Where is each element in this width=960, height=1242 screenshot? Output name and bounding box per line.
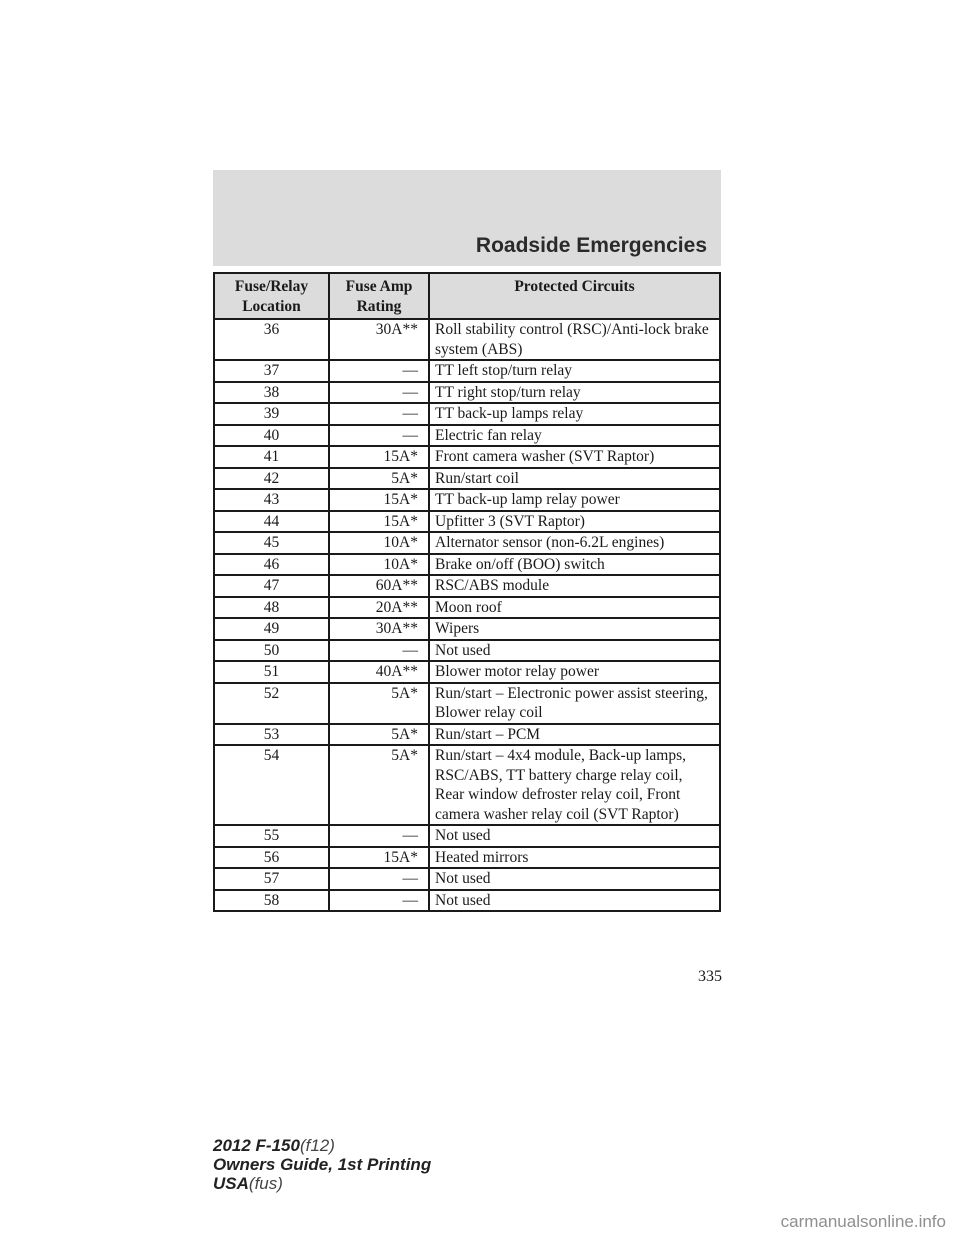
table-row bbox=[214, 468, 720, 490]
footer-model: 2012 F-150 bbox=[213, 1136, 300, 1155]
fuse-amp-cell: — bbox=[329, 425, 429, 447]
fuse-amp-cell: — bbox=[329, 825, 429, 847]
fuse-location-cell: 49 bbox=[214, 618, 329, 640]
table-row bbox=[214, 532, 720, 554]
table-row bbox=[214, 360, 720, 382]
table-row bbox=[214, 724, 720, 746]
fuse-location-cell: 46 bbox=[214, 554, 329, 576]
protected-circuit-cell: TT back-up lamp relay power bbox=[429, 489, 720, 511]
protected-circuit-cell: Heated mirrors bbox=[429, 847, 720, 869]
table-row bbox=[214, 597, 720, 619]
watermark: carmanualsonline.info bbox=[780, 1212, 946, 1231]
footer-line-3 bbox=[213, 1174, 431, 1193]
protected-circuit-cell: Upfitter 3 (SVT Raptor) bbox=[429, 511, 720, 533]
fuse-amp-cell: 5A* bbox=[329, 468, 429, 490]
table-row bbox=[214, 825, 720, 847]
table-row bbox=[214, 868, 720, 890]
table-row bbox=[214, 618, 720, 640]
protected-circuit-cell: Blower motor relay power bbox=[429, 661, 720, 683]
fuse-location-cell: 41 bbox=[214, 446, 329, 468]
footer-market-code: (fus) bbox=[248, 1174, 283, 1193]
footer-model-code: (f12) bbox=[299, 1136, 335, 1155]
fuse-amp-cell: — bbox=[329, 640, 429, 662]
table-row bbox=[214, 511, 720, 533]
fuse-location-cell: 54 bbox=[214, 745, 329, 825]
fuse-location-cell: 58 bbox=[214, 890, 329, 912]
header-protected-circuits: Protected Circuits bbox=[429, 273, 720, 319]
table-row bbox=[214, 489, 720, 511]
fuse-location-cell: 37 bbox=[214, 360, 329, 382]
header-amp-rating: Fuse Amp Rating bbox=[329, 273, 429, 319]
table-row bbox=[214, 319, 720, 360]
protected-circuit-cell: Roll stability control (RSC)/Anti-lock brake system (ABS) bbox=[429, 319, 720, 360]
protected-circuit-cell: Front camera washer (SVT Raptor) bbox=[429, 446, 720, 468]
protected-circuit-cell: Run/start coil bbox=[429, 468, 720, 490]
section-title: Roadside Emergencies bbox=[475, 234, 707, 257]
fuse-amp-cell: 5A* bbox=[329, 745, 429, 825]
fuse-amp-cell: — bbox=[329, 868, 429, 890]
fuse-location-cell: 45 bbox=[214, 532, 329, 554]
table-row bbox=[214, 745, 720, 825]
fuse-location-cell: 51 bbox=[214, 661, 329, 683]
fuse-amp-cell: — bbox=[329, 890, 429, 912]
protected-circuit-cell: Not used bbox=[429, 868, 720, 890]
footer-market: USA bbox=[213, 1174, 249, 1193]
protected-circuit-cell: TT back-up lamps relay bbox=[429, 403, 720, 425]
footer-edition: Owners Guide, 1st Printing bbox=[213, 1155, 432, 1174]
protected-circuit-cell: RSC/ABS module bbox=[429, 575, 720, 597]
protected-circuit-cell: Run/start – 4x4 module, Back-up lamps, RSC/ABS, TT battery charge relay coil, Rear window defroster relay coil, Front camera washer relay coil (SVT Raptor) bbox=[429, 745, 720, 825]
fuse-amp-cell: 15A* bbox=[329, 511, 429, 533]
fuse-amp-cell: 10A* bbox=[329, 532, 429, 554]
table-row bbox=[214, 661, 720, 683]
table-row bbox=[214, 847, 720, 869]
table-row bbox=[214, 425, 720, 447]
table-row bbox=[214, 382, 720, 404]
fuse-amp-cell: 60A** bbox=[329, 575, 429, 597]
protected-circuit-cell: Not used bbox=[429, 890, 720, 912]
fuse-location-cell: 56 bbox=[214, 847, 329, 869]
fuse-amp-cell: 15A* bbox=[329, 489, 429, 511]
protected-circuit-cell: Run/start – PCM bbox=[429, 724, 720, 746]
fuse-amp-cell: — bbox=[329, 403, 429, 425]
table-row bbox=[214, 890, 720, 912]
fuse-amp-cell: 40A** bbox=[329, 661, 429, 683]
document-footer bbox=[213, 1136, 431, 1193]
protected-circuit-cell: Run/start – Electronic power assist steering, Blower relay coil bbox=[429, 683, 720, 724]
fuse-location-cell: 53 bbox=[214, 724, 329, 746]
fuse-amp-cell: 20A** bbox=[329, 597, 429, 619]
protected-circuit-cell: TT left stop/turn relay bbox=[429, 360, 720, 382]
fuse-amp-cell: 10A* bbox=[329, 554, 429, 576]
table-row bbox=[214, 446, 720, 468]
footer-line-2 bbox=[213, 1155, 431, 1174]
table-row bbox=[214, 575, 720, 597]
protected-circuit-cell: Not used bbox=[429, 825, 720, 847]
fuse-amp-cell: 5A* bbox=[329, 683, 429, 724]
fuse-location-cell: 36 bbox=[214, 319, 329, 360]
fuse-location-cell: 57 bbox=[214, 868, 329, 890]
table-header-row bbox=[214, 273, 720, 319]
header-location: Fuse/Relay Location bbox=[214, 273, 329, 319]
fuse-location-cell: 55 bbox=[214, 825, 329, 847]
fuse-location-cell: 42 bbox=[214, 468, 329, 490]
fuse-amp-cell: — bbox=[329, 382, 429, 404]
fuse-amp-cell: 15A* bbox=[329, 446, 429, 468]
protected-circuit-cell: Brake on/off (BOO) switch bbox=[429, 554, 720, 576]
fuse-amp-cell: 5A* bbox=[329, 724, 429, 746]
fuse-amp-cell: — bbox=[329, 360, 429, 382]
fuse-location-cell: 39 bbox=[214, 403, 329, 425]
fuse-location-cell: 40 bbox=[214, 425, 329, 447]
section-header-band bbox=[213, 170, 721, 266]
fuse-location-cell: 48 bbox=[214, 597, 329, 619]
fuse-location-cell: 52 bbox=[214, 683, 329, 724]
fuse-location-cell: 50 bbox=[214, 640, 329, 662]
fuse-table bbox=[213, 272, 721, 912]
fuse-table-body bbox=[214, 319, 720, 911]
footer-line-1 bbox=[213, 1136, 431, 1155]
fuse-location-cell: 47 bbox=[214, 575, 329, 597]
protected-circuit-cell: Wipers bbox=[429, 618, 720, 640]
table-row bbox=[214, 403, 720, 425]
fuse-location-cell: 43 bbox=[214, 489, 329, 511]
protected-circuit-cell: Moon roof bbox=[429, 597, 720, 619]
fuse-amp-cell: 30A** bbox=[329, 618, 429, 640]
protected-circuit-cell: Alternator sensor (non-6.2L engines) bbox=[429, 532, 720, 554]
fuse-location-cell: 38 bbox=[214, 382, 329, 404]
fuse-amp-cell: 15A* bbox=[329, 847, 429, 869]
protected-circuit-cell: Not used bbox=[429, 640, 720, 662]
protected-circuit-cell: Electric fan relay bbox=[429, 425, 720, 447]
fuse-location-cell: 44 bbox=[214, 511, 329, 533]
page-number: 335 bbox=[698, 968, 722, 985]
protected-circuit-cell: TT right stop/turn relay bbox=[429, 382, 720, 404]
fuse-amp-cell: 30A** bbox=[329, 319, 429, 360]
table-row bbox=[214, 640, 720, 662]
table-row bbox=[214, 683, 720, 724]
table-row bbox=[214, 554, 720, 576]
